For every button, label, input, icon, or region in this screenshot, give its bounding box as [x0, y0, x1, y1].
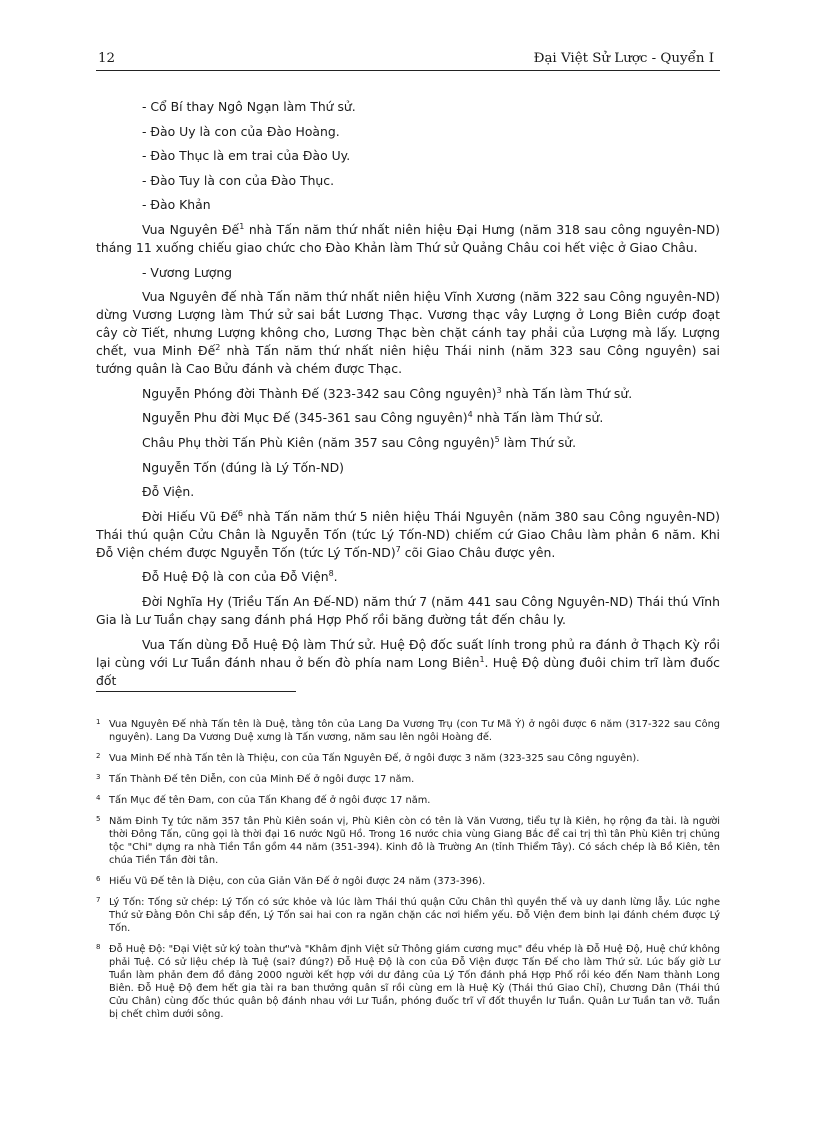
footnote-ref: 2 [215, 343, 221, 353]
paragraph: - Vương Lượng [142, 264, 233, 280]
footnote-mark: 6 [96, 874, 101, 883]
footnote-ref: 1 [479, 654, 485, 664]
footnote [96, 943, 720, 1022]
footnote-separator [96, 691, 296, 692]
footnote-text: Vua Nguyên Đế nhà Tấn tên là Duệ, tằng tôn của Lang Da Vương Trụ (con Tư Mã Ý) ở ngôi được 6 năm (317-322 sau Công nguyên). Lang Da Vương Duệ xưng là Tấn vương, năm sau lên ngôi Hoàng đế. [109, 719, 720, 744]
footnote-ref: 8 [328, 569, 334, 579]
page-header [96, 48, 720, 71]
footnote-text: Năm Đinh Tỵ tức năm 357 tân Phù Kiên soán vị, Phù Kiên còn có tên là Văn Vương, tiểu tự là Kiên, họ rộng đa tài. là người thời Đông Tấn, cũng gọi là thời đại 16 nước Ngũ Hồ. Trong 16 nước chia vùng Giang Bắc để cai trị thì tân Phù Kiên trị chủng tộc "Chi" dựng ra nhà Tiền Tần gồm 44 năm (351-394). Kinh đô là Trường An (tỉnh Thiểm Tây). Có sách chép là Bồ Kiên, tên chúa Tiền Tần đời tân. [109, 815, 720, 866]
footnote [96, 875, 720, 888]
footnote [96, 896, 720, 935]
footnote-text: Đỗ Huệ Độ: "Đại Việt sử ký toàn thư"và "Khâm định Việt sử Thông giám cương mục" đều vhép là Đỗ Huệ Độ, Huệ chứ không phải Tuệ. Có sử liệu chép là Tuệ (sai? đúng?) Đỗ Huệ Độ là con của Đỗ Viện được Tấn Đế cho làm Thứ sử. Lúc bấy giờ Lư Tuần làm phản đem đồ đảng 2000 người kết hợp với dư đảng của Lý Tốn đánh phá Hợp Phố rồi kéo đến Nam thành Long Biên. Đỗ Huệ Độ đem hết gia tài ra ban thưởng quân sĩ rồi cùng em là Huệ Kỳ (Thái thú Giao Chỉ), Chương Dân (Thái thú Cửu Chân) cùng đốc thúc quân bộ đánh nhau với Lư Tuần, phóng đuốc trĩ vĩ đốt thuyền lư Tuần. Quân Lư Tuần tan vỡ. Tuần bị chết chìm dưới sông. [109, 943, 720, 1021]
footnote-text: Lý Tốn: Tống sử chép: Lý Tốn có sức khỏe và lúc làm Thái thú quận Cửu Chân thì quyền thế và uy danh lừng lẫy. Lúc nghe Thứ sử Đằng Đôn Chi sắp đến, Lý Tốn sai hai con ra ngăn chặn các nơi hiểm yếu. Đỗ Viện đem binh lại đánh chém được Lý Tốn. [109, 896, 720, 934]
footnote-text: Hiếu Vũ Đế tên là Diệu, con của Giản Văn Đế ở ngôi được 24 năm (373-396). [109, 875, 486, 887]
footnote [96, 815, 720, 867]
paragraph: - Đào Khản [142, 197, 211, 213]
footnote-ref: 7 [395, 544, 401, 554]
paragraph: Nguyễn Phu đời Mục Đế (345-361 sau Công nguyên)$^4$ nhà Tấn làm Thứ sử. [142, 410, 604, 426]
footnote [96, 718, 720, 744]
paragraph: Đời Hiếu Vũ Đế$^6$ nhà Tấn năm thứ 5 niên hiệu Thái Nguyên (năm 380 sau Công nguyên-ND) Thái thú quận Cửu Chân là Nguyễn Tốn (tức Lý Tốn-ND) chiếm cứ Giao Châu làm phản 6 năm. Khi Đỗ Viện chém được Nguyễn Tốn (tức Lý Tốn-ND)$^7$ cõi Giao Châu được yên. [96, 508, 721, 560]
paragraph: Vua Nguyên Đế$^1$ nhà Tấn năm thứ nhất niên hiệu Đại Hưng (năm 318 sau công nguyên-ND) tháng 11 xuống chiếu giao chức cho Đào Khản làm Thứ sử Quảng Châu coi hết việc ở Giao Châu. [96, 221, 720, 255]
footnotes [96, 718, 720, 1029]
footnote-ref: 1 [239, 221, 245, 231]
footnote-ref: 6 [237, 508, 243, 518]
footnote-mark: 8 [96, 942, 101, 951]
paragraph: Đỗ Huệ Độ là con của Đỗ Viện$^8$. [142, 569, 338, 585]
footnote-mark: 4 [96, 793, 101, 802]
page-number: 12 [98, 51, 116, 66]
paragraph: - Cổ Bí thay Ngô Ngạn làm Thứ sử. [142, 99, 356, 114]
running-title: Đại Việt Sử Lược - Quyển I [533, 51, 714, 66]
footnote-mark: 5 [96, 814, 101, 823]
paragraph: - Đào Tuy là con của Đào Thục. [142, 172, 335, 188]
paragraph: Đời Nghĩa Hy (Triều Tấn An Đế-ND) năm thứ 7 (năm 441 sau Công Nguyên-ND) Thái thú Vĩnh Gia là Lư Tuần chạy sang đánh phá Hợp Phố rồi băng đường tắt đến châu ly. [96, 593, 720, 627]
footnote-mark: 7 [96, 895, 101, 904]
footnote-ref: 3 [496, 385, 502, 395]
paragraph: Đỗ Viện. [142, 484, 195, 500]
body-text [96, 98, 720, 696]
paragraph: - Đào Uy là con của Đào Hoàng. [142, 123, 340, 139]
paragraph: Châu Phụ thời Tấn Phù Kiên (năm 357 sau Công nguyên)$^5$ làm Thứ sử. [142, 434, 577, 450]
footnote-ref: 5 [494, 434, 500, 444]
footnote-mark: 2 [96, 751, 101, 760]
paragraph: Vua Tấn dùng Đỗ Huệ Độ làm Thứ sử. Huệ Độ đốc suất lính trong phủ ra đánh ở Thạch Kỳ rồi lại cùng với Lư Tuần đánh nhau ở bến đò phía nam Long Biên$^1$. Huệ Độ dùng đuôi chim trĩ làm đuốc đốt [96, 636, 720, 688]
paragraph: Nguyễn Phóng đời Thành Đế (323-342 sau Công nguyên)$^3$ nhà Tấn làm Thứ sử. [142, 385, 633, 401]
paragraph: Nguyễn Tốn (đúng là Lý Tốn-ND) [142, 459, 345, 475]
footnote-text: Tấn Thành Đế tên Diễn, con của Minh Đế ở ngôi được 17 năm. [109, 773, 415, 785]
footnote-ref: 4 [467, 410, 473, 420]
footnote [96, 773, 720, 786]
footnote [96, 794, 720, 807]
paragraph: - Đào Thục là em trai của Đào Uy. [142, 148, 351, 164]
footnote-text: Tấn Mục đế tên Đam, con của Tấn Khang đế ở ngôi được 17 năm. [109, 794, 431, 806]
footnote [96, 752, 720, 765]
footnote-mark: 1 [96, 718, 101, 726]
footnote-text: Vua Minh Đế nhà Tấn tên là Thiệu, con của Tấn Nguyên Đế, ở ngôi được 3 năm (323-325 sau Công nguyên). [109, 752, 640, 764]
footnote-mark: 3 [96, 772, 101, 781]
paragraph: Vua Nguyên đế nhà Tấn năm thứ nhất niên hiệu Vĩnh Xương (năm 322 sau Công nguyên-ND) dừng Vương Lượng làm Thứ sử sai bắt Lương Thạc. Vương thạc vây Lượng ở Long Biên cướp đoạt cây cờ Tiết, nhưng Lượng không cho, Lương Thạc bèn chặt cánh tay phải của Lượng mà lấy. Lượng chết, vua Minh Đế$^2$ nhà Tấn năm thứ nhất niên hiệu Thái ninh (năm 323 sau Công nguyên) sai tướng quân là Cao Bửu đánh và chém được Thạc. [96, 289, 720, 377]
